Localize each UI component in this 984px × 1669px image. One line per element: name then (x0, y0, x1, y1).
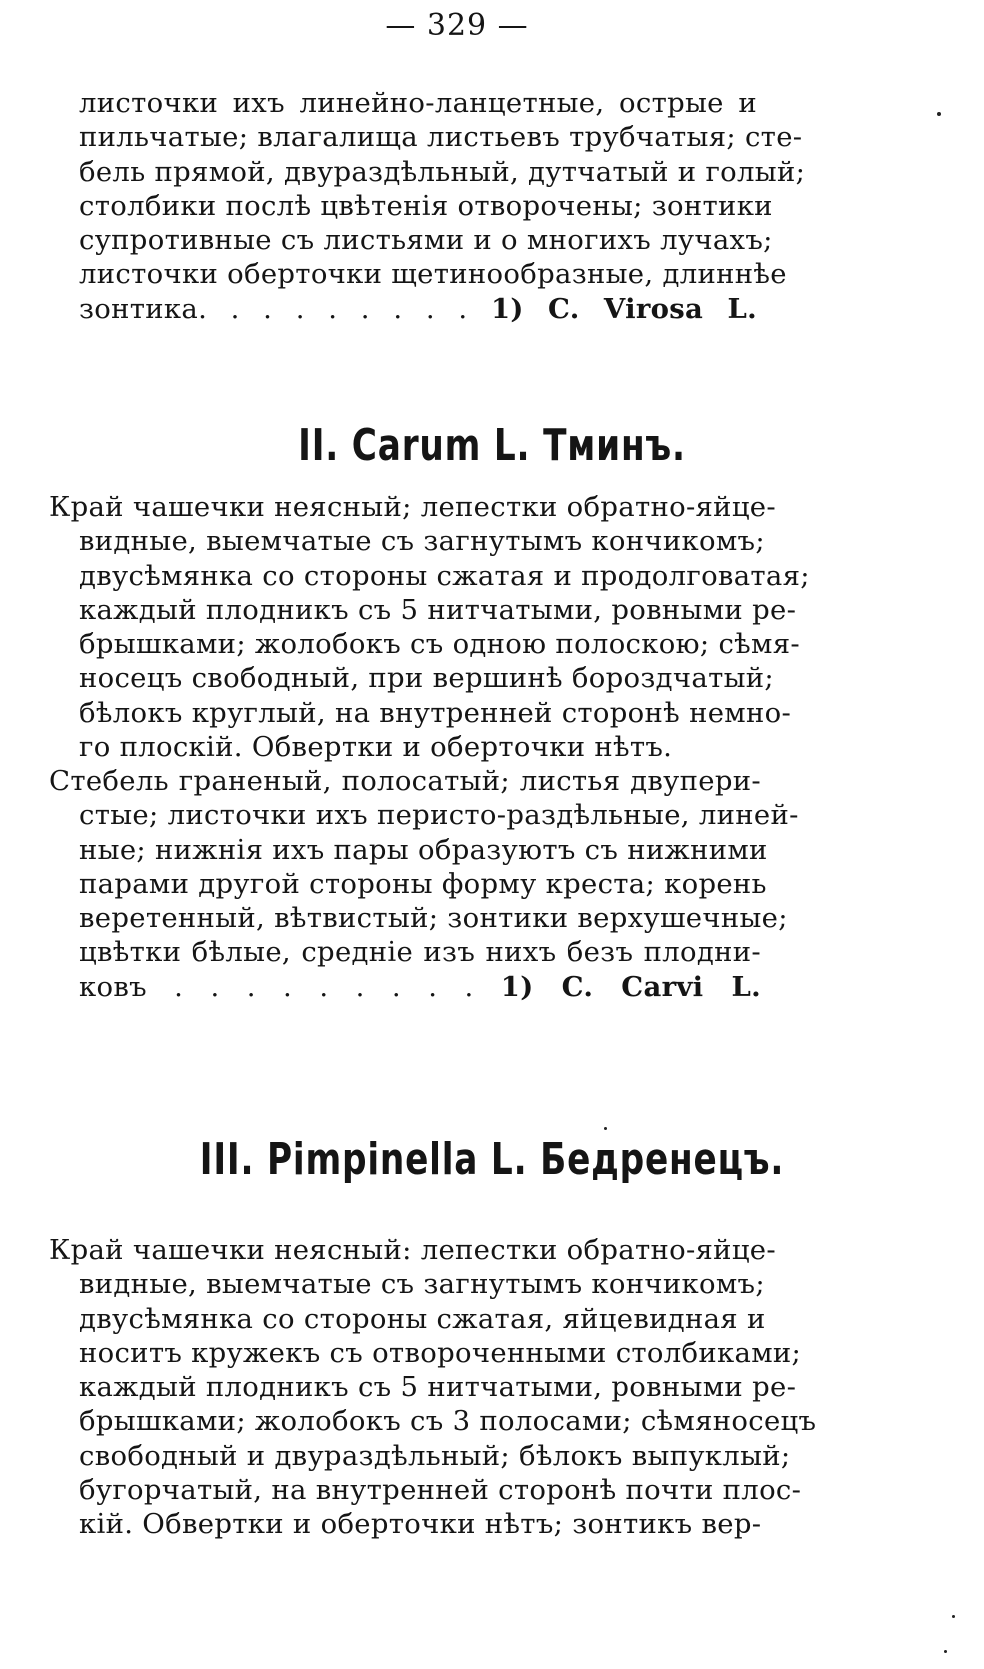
text-line: столбики послѣ цвѣтенія отворочены; зонтики (79, 189, 773, 222)
text-line: носитъ кружекъ съ отвороченными столбиками; (79, 1336, 802, 1369)
species-line (79, 970, 761, 1004)
text-line: ные; нижнія ихъ пары образуютъ съ нижними (79, 833, 768, 866)
text-line: свободный и двураздѣльный; бѣлокъ выпуклый; (79, 1439, 791, 1472)
scan-speck (604, 1127, 607, 1130)
text-line: бѣлокъ круглый, на внутренней сторонѣ немно- (79, 696, 792, 729)
text-line: двусѣмянка со стороны сжатая и продолговатая; (79, 559, 810, 592)
species-name: 1) C. Virosa L. (490, 292, 757, 325)
text-line: листочки ихъ линейно-ланцетные, острые и (79, 87, 757, 119)
text-line: каждый плодникъ съ 5 нитчатыми, ровными ре- (79, 1371, 797, 1404)
text-line: парами другой стороны форму креста; корень (79, 867, 767, 900)
paragraph-species-description (49, 764, 799, 1004)
paragraph-genus-description (49, 1233, 817, 1542)
text-line: бугорчатый, на внутренней сторонѣ почти плос- (79, 1474, 802, 1507)
page-number: — 329 — (385, 8, 529, 43)
paragraph-continuation (79, 86, 806, 326)
section-heading-carum: II. Carum L. Тминъ. (298, 420, 686, 471)
text-line: веретенный, вѣтвистый; зонтики верхушечные; (79, 902, 788, 935)
text-line: Стебель граненый, полосатый; листья двупери- (49, 765, 761, 797)
text-line: видные, выемчатые съ загнутымъ кончикомъ; (79, 525, 765, 558)
text-line: видные, выемчатые съ загнутымъ кончикомъ; (79, 1268, 765, 1301)
text-line: бель прямой, двураздѣльный, дутчатый и голый; (79, 155, 806, 188)
section-heading-pimpinella: III. Pimpinella L. Бедренецъ. (199, 1134, 785, 1185)
text-line: брышками; жолобокъ съ одною полоскою; сѣмя- (79, 628, 800, 661)
paragraph-genus-description (49, 490, 810, 764)
leader-text: зонтика. . . . . . . . . (79, 292, 468, 325)
text-line: Край чашечки неясный: лепестки обратно-яйце- (49, 1234, 776, 1266)
text-line: цвѣтки бѣлые, средніе изъ нихъ безъ плодни- (79, 936, 761, 969)
scan-speck (952, 1615, 955, 1618)
text-line: пильчатые; влагалища листьевъ трубчатыя; сте- (79, 121, 803, 154)
text-line: го плоскій. Обвертки и оберточки нѣтъ. (79, 731, 673, 764)
text-line: Край чашечки неясный; лепестки обратно-яйце- (49, 491, 776, 523)
scan-speck (937, 112, 941, 116)
text-line: стые; листочки ихъ перисто-раздѣльные, линей- (79, 799, 799, 832)
text-line: носецъ свободный, при вершинѣ бороздчатый; (79, 662, 774, 695)
scan-speck (944, 1650, 947, 1653)
leader-text: ковъ . . . . . . . . . (79, 970, 474, 1003)
species-name: 1) C. Carvi L. (500, 970, 761, 1003)
text-line: брышками; жолобокъ съ 3 полосами; сѣмяносецъ (79, 1405, 817, 1438)
species-line (79, 292, 757, 326)
text-line: листочки оберточки щетинообразные, длиннѣе (79, 258, 787, 291)
text-line: каждый плодникъ съ 5 нитчатыми, ровными ре- (79, 593, 797, 626)
text-line: кій. Обвертки и оберточки нѣтъ; зонтикъ вер- (79, 1508, 762, 1541)
text-line: двусѣмянка со стороны сжатая, яйцевидная и (79, 1302, 766, 1335)
text-line: супротивные съ листьями и о многихъ лучахъ; (79, 224, 773, 257)
